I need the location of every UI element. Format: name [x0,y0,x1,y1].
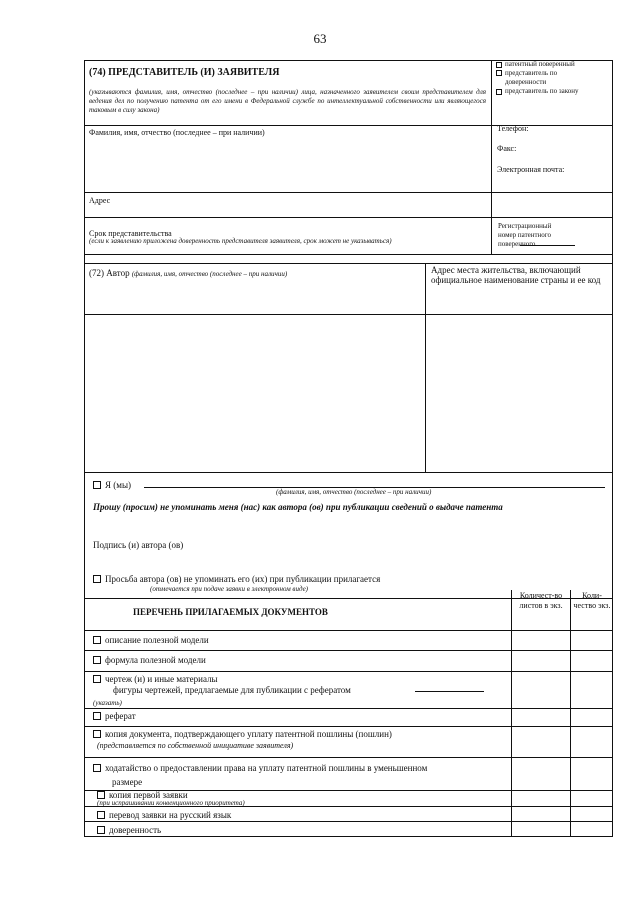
doc-row-description[interactable] [93,635,209,645]
representative-fio-label: Фамилия, имя, отчество (последнее – при наличии) [89,128,265,137]
checkbox[interactable] [93,636,101,644]
col-copies-header: Коли-чество экз. [573,591,611,610]
attached-request-label: Просьба автора (ов) не упоминать его (их) при публикации прилагается [105,574,381,584]
doc-row-fee-copy[interactable] [93,729,392,739]
documents-title: ПЕРЕЧЕНЬ ПРИЛАГАЕМЫХ ДОКУМЕНТОВ [133,607,328,617]
page-number: 63 [313,31,327,46]
author-title [89,268,287,279]
term-note: (если к заявлению приложена доверенность представителя заявителя, срок может не указываться) [89,237,392,245]
representative-title: (74) ПРЕДСТАВИТЕЛЬ (И) ЗАЯВИТЕЛЯ [89,67,280,78]
checkbox[interactable] [97,826,105,834]
term-label: Срок представительства [89,229,172,238]
author-title-note: (фамилия, имя, отчество (последнее – при наличии) [131,270,288,278]
doc-row-reduced-fee[interactable] [93,763,427,773]
consent-request-text: Прошу (просим) не упоминать меня (нас) как автора (ов) при публикации сведений о выдаче патента [93,502,503,512]
doc-label: перевод заявки на русский язык [109,810,232,820]
checkbox[interactable] [93,764,101,772]
doc-label: копия первой заявки [109,790,188,800]
checkbox[interactable] [496,70,502,76]
option-patent-attorney[interactable] [496,60,608,69]
consent-prefix-row[interactable] [93,480,131,490]
doc-row-translation[interactable] [97,810,231,820]
doc-label: описание полезной модели [105,635,209,645]
doc-label: реферат [105,711,136,721]
reg-number-label: Регистрационный номер патентного поверенного [498,222,552,248]
email-label: Электронная почта: [497,165,565,174]
option-label: патентный поверенный [505,60,575,68]
consent-prefix: Я (мы) [105,480,131,490]
fax-label: Факс: [497,144,517,153]
doc-reduced-fee-line2: размере [112,777,143,787]
option-proxy[interactable] [496,69,608,87]
checkbox[interactable] [93,730,101,738]
representative-type-options [496,60,608,96]
attached-request-row[interactable] [93,574,380,584]
option-by-law[interactable] [496,87,608,96]
checkbox[interactable] [496,89,502,95]
doc-first-app-note: (при испрашивании конвенционного приоритета) [97,799,245,807]
checkbox[interactable] [93,712,101,720]
consent-fio-note: (фамилия, имя, отчество (последнее – при наличии) [276,488,432,496]
doc-label: чертеж (и) и иные материалы [105,674,218,684]
author-title-text: (72) Автор [89,268,130,278]
phone-label: Телефон: [497,124,529,133]
doc-label: ходатайство о предоставлении права на уплату патентной пошлины в уменьшенном [105,763,428,773]
checkbox[interactable] [93,656,101,664]
checkbox[interactable] [97,791,105,799]
col-sheets-header: Количест-во листов в экз. [519,591,563,610]
doc-row-abstract[interactable] [93,711,136,721]
option-label: представитель по доверенности [505,69,558,86]
signature-label: Подпись (и) автора (ов) [93,540,184,550]
checkbox[interactable] [97,811,105,819]
doc-drawings-line2: фигуры чертежей, предлагаемые для публикации с рефератом [113,685,351,695]
consent-checkbox[interactable] [93,481,101,489]
option-label: представитель по закону [505,87,579,95]
representative-address-label: Адрес [89,196,111,205]
doc-label: доверенность [109,825,162,835]
author-address-label: Адрес места жительства, включающий официальное наименование страны и ее код [431,265,601,285]
doc-row-drawings[interactable] [93,674,218,684]
doc-label: формула полезной модели [105,655,206,665]
doc-row-poa[interactable] [97,825,161,835]
doc-label: копия документа, подтверждающего уплату патентной пошлины (пошлин) [105,729,392,739]
representative-note: (указываются фамилия, имя, отчество (последнее – при наличии) лица, назначенного заявителем своим представителем для ведения дел по получению патента от его имени в Федеральной службе по интеллектуальной собственности или являющегося таковым в силу закона) [89,88,486,114]
attached-note: (отмечается при подаче заявки в электронном виде) [150,585,309,593]
doc-fee-copy-note: (представляется по собственной инициативе заявителя) [97,741,294,750]
checkbox[interactable] [93,675,101,683]
checkbox[interactable] [496,62,502,68]
attached-request-checkbox[interactable] [93,575,101,583]
doc-row-formula[interactable] [93,655,206,665]
doc-drawings-note: (указать) [93,699,122,707]
